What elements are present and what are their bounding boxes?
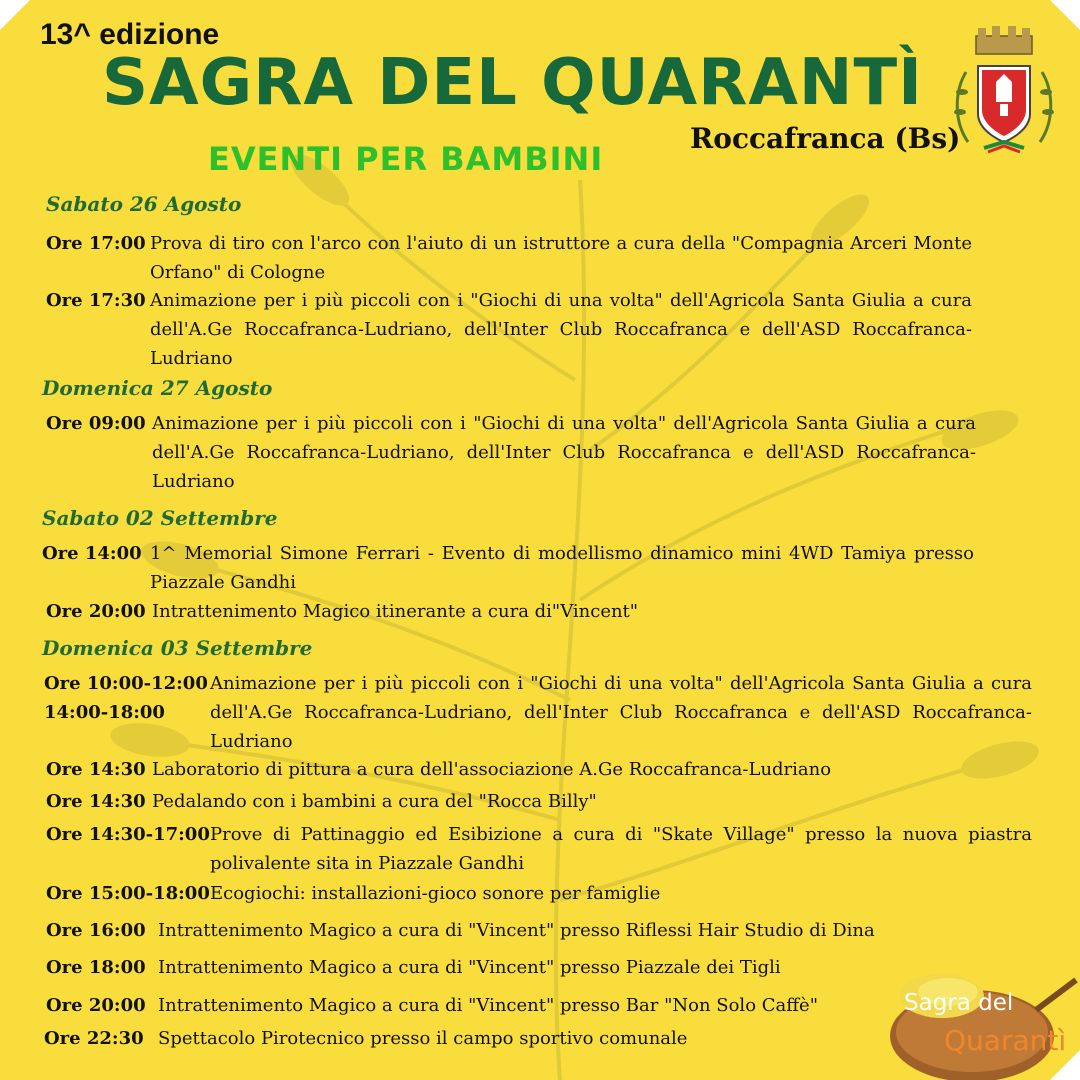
- event-time: Ore 16:00: [46, 920, 146, 941]
- event-description: Ecogiochi: installazioni-gioco sonore per famiglie: [210, 883, 661, 904]
- event-description: Intrattenimento Magico a cura di "Vincent" presso Riflessi Hair Studio di Dina: [158, 920, 875, 941]
- event-description: Spettacolo Pirotecnico presso il campo sportivo comunale: [158, 1028, 688, 1049]
- event-time: Ore 17:30: [46, 290, 146, 311]
- municipal-crest-icon: [948, 22, 1060, 172]
- logo-text-line1: Sagra del: [904, 990, 1014, 1016]
- event-description: Intrattenimento Magico a cura di "Vincent" presso Piazzale dei Tigli: [158, 957, 781, 978]
- event-time: Ore 09:00: [46, 413, 146, 434]
- logo-text-line2: Quarantì: [944, 1024, 1067, 1057]
- event-time: Ore 18:00: [46, 957, 146, 978]
- event-time: Ore 22:30: [44, 1028, 144, 1049]
- event-time: Ore 14:30: [46, 791, 146, 812]
- event-time: Ore 20:00: [46, 601, 146, 622]
- event-description: Animazione per i più piccoli con i "Giochi di una volta" dell'Agricola Santa Giulia a cura dell'A.Ge Roccafranca-Ludriano, dell'Inter Club Roccafranca e dell'ASD Roccafranca-Ludriano: [152, 413, 976, 492]
- event-time: Ore 20:00: [46, 995, 146, 1016]
- event-time: Ore 14:30-17:00: [46, 824, 210, 845]
- event-description: Laboratorio di pittura a cura dell'associazione A.Ge Roccafranca-Ludriano: [152, 759, 832, 780]
- event-description: Prova di tiro con l'arco con l'aiuto di un istruttore a cura della "Compagnia Arceri Monte Orfano" di Cologne: [150, 233, 972, 283]
- event-time: Ore 17:00: [46, 233, 146, 254]
- event-description: Animazione per i più piccoli con i "Giochi di una volta" dell'Agricola Santa Giulia a cura dell'A.Ge Roccafranca-Ludriano, dell'Inter Club Roccafranca e dell'ASD Roccafranca-Ludriano: [150, 290, 972, 369]
- event-time: Ore 14:00: [42, 543, 142, 564]
- event-time: Ore 14:30: [46, 759, 146, 780]
- day-heading: Domenica 27 Agosto: [42, 376, 273, 400]
- event-description: Prove di Pattinaggio ed Esibizione a cura di "Skate Village" presso la nuova piastra polivalente sita in Piazzale Gandhi: [210, 824, 1032, 874]
- edition-label: 13^ edizione: [40, 18, 220, 51]
- event-description: Intrattenimento Magico itinerante a cura di"Vincent": [152, 601, 639, 622]
- event-time: Ore 15:00-18:00: [46, 883, 210, 904]
- day-heading: Sabato 26 Agosto: [46, 192, 242, 216]
- event-description: 1^ Memorial Simone Ferrari - Evento di modellismo dinamico mini 4WD Tamiya presso Piazzale Gandhi: [150, 543, 974, 593]
- event-location: Roccafranca (Bs): [690, 122, 961, 155]
- event-description: Intrattenimento Magico a cura di "Vincent" presso Bar "Non Solo Caffè": [158, 995, 818, 1016]
- day-heading: Domenica 03 Settembre: [42, 636, 313, 660]
- section-subtitle: EVENTI PER BAMBINI: [208, 140, 604, 178]
- day-heading: Sabato 02 Settembre: [42, 506, 278, 530]
- page-corner-top-left: [0, 0, 30, 30]
- event-time-secondary: 14:00-18:00: [44, 702, 165, 723]
- event-time: Ore 10:00-12:00: [44, 673, 208, 694]
- event-description: Animazione per i più piccoli con i "Giochi di una volta" dell'Agricola Santa Giulia a cura dell'A.Ge Roccafranca-Ludriano, dell'Inter Club Roccafranca e dell'ASD Roccafranca-Ludriano: [210, 673, 1032, 752]
- event-description: Pedalando con i bambini a cura del "Rocca Billy": [152, 791, 597, 812]
- event-title: SAGRA DEL QUARANTÌ: [102, 46, 923, 120]
